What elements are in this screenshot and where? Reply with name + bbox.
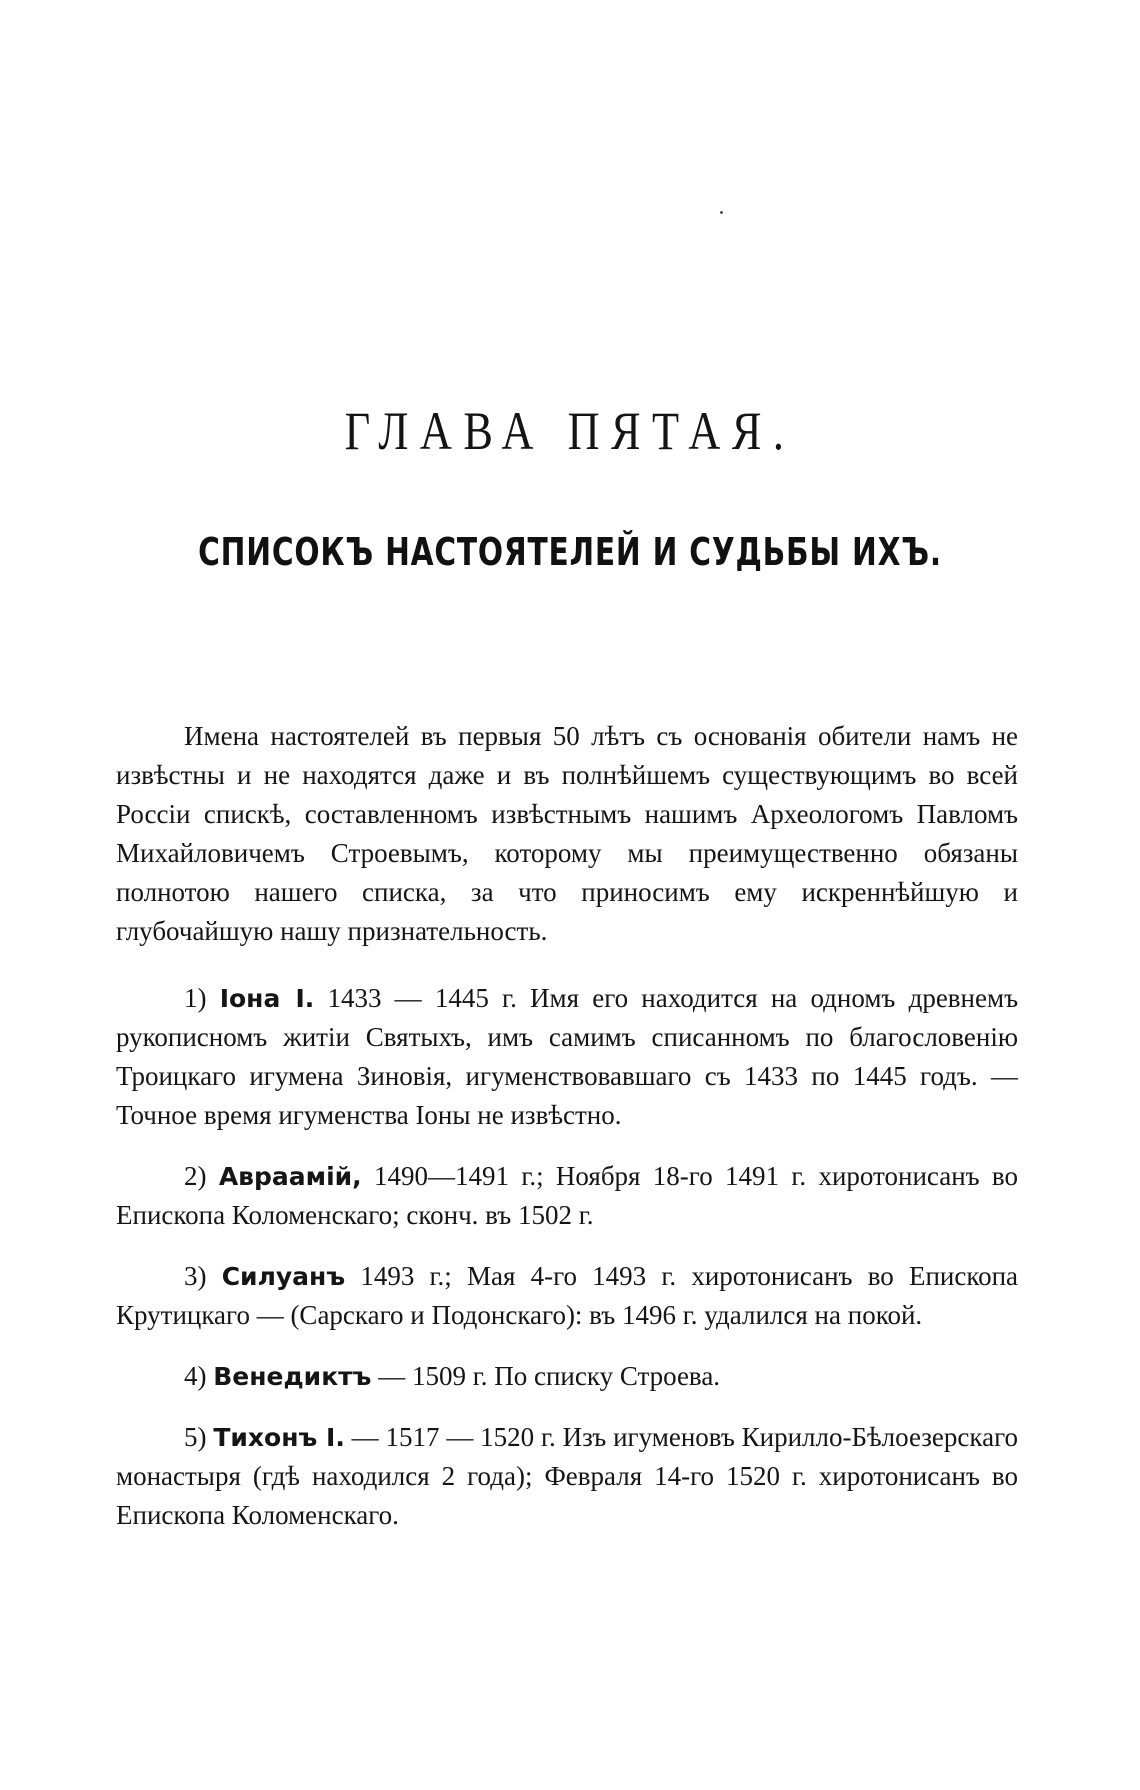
- entry-number: 3): [184, 1261, 207, 1291]
- list-item: [116, 979, 1018, 1135]
- entry-text: 1493 г.; Мая 4-го 1493 г. хиротонисанъ во Епископа Крутицкаго — (Сарскаго и Подонскаго): въ 1496 г. удалился на покой.: [116, 1261, 1019, 1330]
- chapter-subtitle: СПИСОКЪ НАСТОЯТЕЛЕЙ И СУДЬБЫ ИХЪ.: [198, 530, 942, 574]
- entry-number: 4): [184, 1361, 207, 1391]
- entry-text: — 1509 г. По списку Строева.: [378, 1361, 721, 1391]
- entry-name: Тихонъ I.: [213, 1423, 345, 1452]
- list-item: [116, 1257, 1018, 1335]
- print-speck: [720, 211, 723, 214]
- entry-name: Авраамій,: [218, 1162, 362, 1191]
- entry-text: 1433 — 1445 г. Имя его находится на одномъ древнемъ рукописномъ житіи Святыхъ, имъ самимъ списанномъ по благословенію Троицкаго игумена Зиновія, игуменствовавшаго съ 1433 по 1445 годъ. — Точное время игуменства Іоны не извѣстно.: [116, 983, 1019, 1130]
- entry-number: 5): [184, 1422, 207, 1452]
- entry-name: Венедиктъ: [213, 1362, 372, 1391]
- list-item: [116, 1157, 1018, 1235]
- chapter-title: ГЛАВА ПЯТАЯ.: [344, 401, 796, 461]
- entry-text: 1490—1491 г.; Ноября 18-го 1491 г. хиротонисанъ во Епископа Коломенскаго; сконч. въ 1502 г.: [116, 1161, 1018, 1230]
- entry-number: 1): [184, 983, 207, 1013]
- list-item: [116, 1357, 1018, 1396]
- intro-paragraph: Имена настоятелей въ первыя 50 лѣтъ съ основанія обители намъ не извѣстны и не находятся даже и въ полнѣйшемъ существующимъ во всей Россіи спискѣ, составленномъ извѣстнымъ нашимъ Археологомъ Павломъ Михайловичемъ Строевымъ, которому мы преимущественно обязаны полнотою нашего списка, за что приносимъ ему искреннѣйшую и глубочайшую нашу признательность.: [116, 721, 1018, 946]
- entry-name: Іона I.: [219, 984, 315, 1013]
- list-item: [116, 1418, 1018, 1535]
- entry-name: Силуанъ: [221, 1262, 346, 1291]
- entry-text: — 1517 — 1520 г. Изъ игуменовъ Кирилло-Бѣлоезерскаго монастыря (гдѣ находился 2 года); Февраля 14-го 1520 г. хиротонисанъ во Епископа Коломенскаго.: [116, 1422, 1018, 1530]
- entry-number: 2): [184, 1161, 207, 1191]
- page-body: [116, 717, 1018, 1557]
